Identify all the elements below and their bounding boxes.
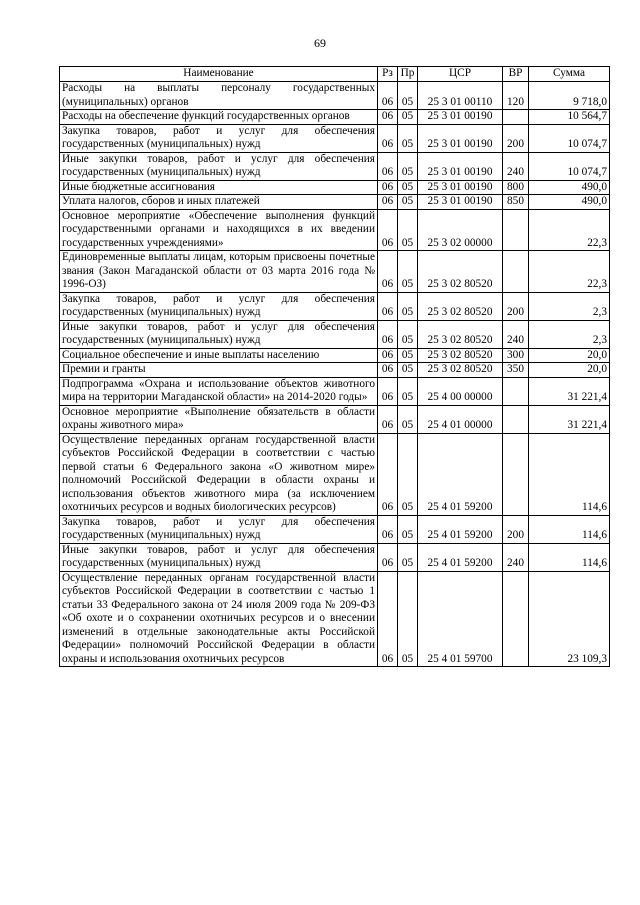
table-row — [60, 363, 610, 378]
cell-csr: 25 3 01 00190 — [418, 195, 503, 210]
cell-csr: 25 4 01 00000 — [418, 405, 503, 433]
cell-name: Основное мероприятие «Обеспечение выполнения функций государственными органами и находящихся в их введении государственных учреждениями» — [60, 209, 378, 251]
cell-pr: 05 — [398, 363, 418, 378]
cell-csr: 25 4 01 59200 — [418, 433, 503, 515]
table-header-row — [60, 67, 610, 82]
cell-vr: 850 — [503, 195, 529, 210]
cell-vr: 800 — [503, 180, 529, 195]
cell-pr: 05 — [398, 292, 418, 320]
cell-vr: 350 — [503, 363, 529, 378]
cell-vr: 200 — [503, 124, 529, 152]
cell-csr: 25 4 01 59700 — [418, 571, 503, 667]
cell-rz: 06 — [378, 320, 398, 348]
cell-rz: 06 — [378, 251, 398, 293]
cell-name: Осуществление переданных органам государственной власти субъектов Российской Федерации в соответствии с частью 1 статьи 33 Федерального закона от 24 июля 2009 года № 209-ФЗ «Об охоте и о сохранении охотничьих ресурсов и о внесении изменений в отдельные законодательные акты Российской Федерации» полномочий Российской Федерации в области охраны и использования охотничьих ресурсов — [60, 571, 378, 667]
cell-csr: 25 3 01 00190 — [418, 180, 503, 195]
header-sum: Сумма — [529, 67, 610, 82]
cell-pr: 05 — [398, 348, 418, 363]
table-row — [60, 433, 610, 515]
cell-vr — [503, 251, 529, 293]
cell-vr — [503, 571, 529, 667]
cell-pr: 05 — [398, 209, 418, 251]
cell-sum: 490,0 — [529, 195, 610, 210]
cell-sum: 10 564,7 — [529, 110, 610, 125]
cell-name: Подпрограмма «Охрана и использование объектов животного мира на территории Магаданской области» на 2014-2020 годы» — [60, 377, 378, 405]
cell-pr: 05 — [398, 152, 418, 180]
cell-csr: 25 3 01 00190 — [418, 124, 503, 152]
table-row — [60, 543, 610, 571]
table-row — [60, 195, 610, 210]
table-row — [60, 82, 610, 110]
cell-vr: 200 — [503, 515, 529, 543]
cell-name: Основное мероприятие «Выполнение обязательств в области охраны животного мира» — [60, 405, 378, 433]
cell-name: Иные бюджетные ассигнования — [60, 180, 378, 195]
cell-vr — [503, 209, 529, 251]
cell-pr: 05 — [398, 515, 418, 543]
cell-vr: 200 — [503, 292, 529, 320]
cell-sum: 23 109,3 — [529, 571, 610, 667]
cell-rz: 06 — [378, 292, 398, 320]
cell-pr: 05 — [398, 543, 418, 571]
cell-pr: 05 — [398, 110, 418, 125]
cell-vr: 300 — [503, 348, 529, 363]
cell-name: Единовременные выплаты лицам, которым присвоены почетные звания (Закон Магаданской области от 03 марта 2016 года № 1996-ОЗ) — [60, 251, 378, 293]
page-number: 69 — [314, 36, 326, 50]
cell-name: Закупка товаров, работ и услуг для обеспечения государственных (муниципальных) нужд — [60, 515, 378, 543]
header-pr: Пр — [398, 67, 418, 82]
cell-rz: 06 — [378, 124, 398, 152]
cell-pr: 05 — [398, 195, 418, 210]
cell-csr: 25 3 01 00190 — [418, 110, 503, 125]
cell-rz: 06 — [378, 348, 398, 363]
header-csr: ЦСР — [418, 67, 503, 82]
cell-name: Иные закупки товаров, работ и услуг для обеспечения государственных (муниципальных) нужд — [60, 152, 378, 180]
cell-name: Уплата налогов, сборов и иных платежей — [60, 195, 378, 210]
cell-sum: 2,3 — [529, 292, 610, 320]
cell-csr: 25 4 01 59200 — [418, 515, 503, 543]
cell-name: Премии и гранты — [60, 363, 378, 378]
header-vr: ВР — [503, 67, 529, 82]
cell-sum: 20,0 — [529, 348, 610, 363]
cell-sum: 22,3 — [529, 209, 610, 251]
cell-sum: 31 221,4 — [529, 405, 610, 433]
cell-csr: 25 4 01 59200 — [418, 543, 503, 571]
cell-name: Осуществление переданных органам государственной власти субъектов Российской Федерации в соответствии с частью первой статьи 6 Федерального закона «О животном мире» полномочий Российской Федерации в области охраны и использования объектов животного мира (за исключением охотничьих ресурсов и водных биологических ресурсов) — [60, 433, 378, 515]
cell-pr: 05 — [398, 377, 418, 405]
table-row — [60, 152, 610, 180]
cell-sum: 2,3 — [529, 320, 610, 348]
cell-name: Расходы на обеспечение функций государственных органов — [60, 110, 378, 125]
cell-pr: 05 — [398, 433, 418, 515]
cell-rz: 06 — [378, 110, 398, 125]
table-row — [60, 405, 610, 433]
cell-csr: 25 3 02 80520 — [418, 292, 503, 320]
cell-vr: 240 — [503, 320, 529, 348]
table-row — [60, 377, 610, 405]
cell-pr: 05 — [398, 251, 418, 293]
cell-rz: 06 — [378, 152, 398, 180]
cell-rz: 06 — [378, 543, 398, 571]
cell-sum: 9 718,0 — [529, 82, 610, 110]
header-name: Наименование — [60, 67, 378, 82]
table-row — [60, 251, 610, 293]
cell-vr — [503, 377, 529, 405]
cell-vr: 240 — [503, 152, 529, 180]
cell-rz: 06 — [378, 195, 398, 210]
cell-name: Закупка товаров, работ и услуг для обеспечения государственных (муниципальных) нужд — [60, 124, 378, 152]
cell-sum: 10 074,7 — [529, 124, 610, 152]
cell-csr: 25 4 00 00000 — [418, 377, 503, 405]
table-row — [60, 348, 610, 363]
cell-rz: 06 — [378, 571, 398, 667]
cell-sum: 114,6 — [529, 543, 610, 571]
cell-vr — [503, 433, 529, 515]
cell-csr: 25 3 02 00000 — [418, 209, 503, 251]
cell-name: Иные закупки товаров, работ и услуг для обеспечения государственных (муниципальных) нужд — [60, 543, 378, 571]
cell-pr: 05 — [398, 180, 418, 195]
cell-rz: 06 — [378, 515, 398, 543]
cell-sum: 490,0 — [529, 180, 610, 195]
cell-sum: 10 074,7 — [529, 152, 610, 180]
cell-name: Иные закупки товаров, работ и услуг для обеспечения государственных (муниципальных) нужд — [60, 320, 378, 348]
cell-pr: 05 — [398, 320, 418, 348]
cell-sum: 114,6 — [529, 515, 610, 543]
cell-pr: 05 — [398, 405, 418, 433]
cell-csr: 25 3 01 00110 — [418, 82, 503, 110]
cell-pr: 05 — [398, 124, 418, 152]
cell-csr: 25 3 01 00190 — [418, 152, 503, 180]
cell-name: Закупка товаров, работ и услуг для обеспечения государственных (муниципальных) нужд — [60, 292, 378, 320]
cell-pr: 05 — [398, 82, 418, 110]
cell-csr: 25 3 02 80520 — [418, 363, 503, 378]
cell-rz: 06 — [378, 377, 398, 405]
cell-rz: 06 — [378, 82, 398, 110]
header-rz: Рз — [378, 67, 398, 82]
cell-sum: 22,3 — [529, 251, 610, 293]
cell-vr — [503, 405, 529, 433]
table-row — [60, 515, 610, 543]
cell-name: Социальное обеспечение и иные выплаты населению — [60, 348, 378, 363]
cell-vr — [503, 110, 529, 125]
table-row — [60, 320, 610, 348]
cell-csr: 25 3 02 80520 — [418, 348, 503, 363]
cell-rz: 06 — [378, 433, 398, 515]
table-row — [60, 209, 610, 251]
cell-vr: 240 — [503, 543, 529, 571]
cell-rz: 06 — [378, 209, 398, 251]
cell-sum: 20,0 — [529, 363, 610, 378]
table-row — [60, 124, 610, 152]
cell-rz: 06 — [378, 180, 398, 195]
cell-pr: 05 — [398, 571, 418, 667]
cell-rz: 06 — [378, 363, 398, 378]
cell-csr: 25 3 02 80520 — [418, 320, 503, 348]
cell-csr: 25 3 02 80520 — [418, 251, 503, 293]
table-row — [60, 292, 610, 320]
budget-table — [59, 66, 610, 667]
table-row — [60, 571, 610, 667]
cell-rz: 06 — [378, 405, 398, 433]
cell-sum: 114,6 — [529, 433, 610, 515]
cell-sum: 31 221,4 — [529, 377, 610, 405]
table-row — [60, 110, 610, 125]
table-row — [60, 180, 610, 195]
cell-name: Расходы на выплаты персоналу государственных (муниципальных) органов — [60, 82, 378, 110]
cell-vr: 120 — [503, 82, 529, 110]
